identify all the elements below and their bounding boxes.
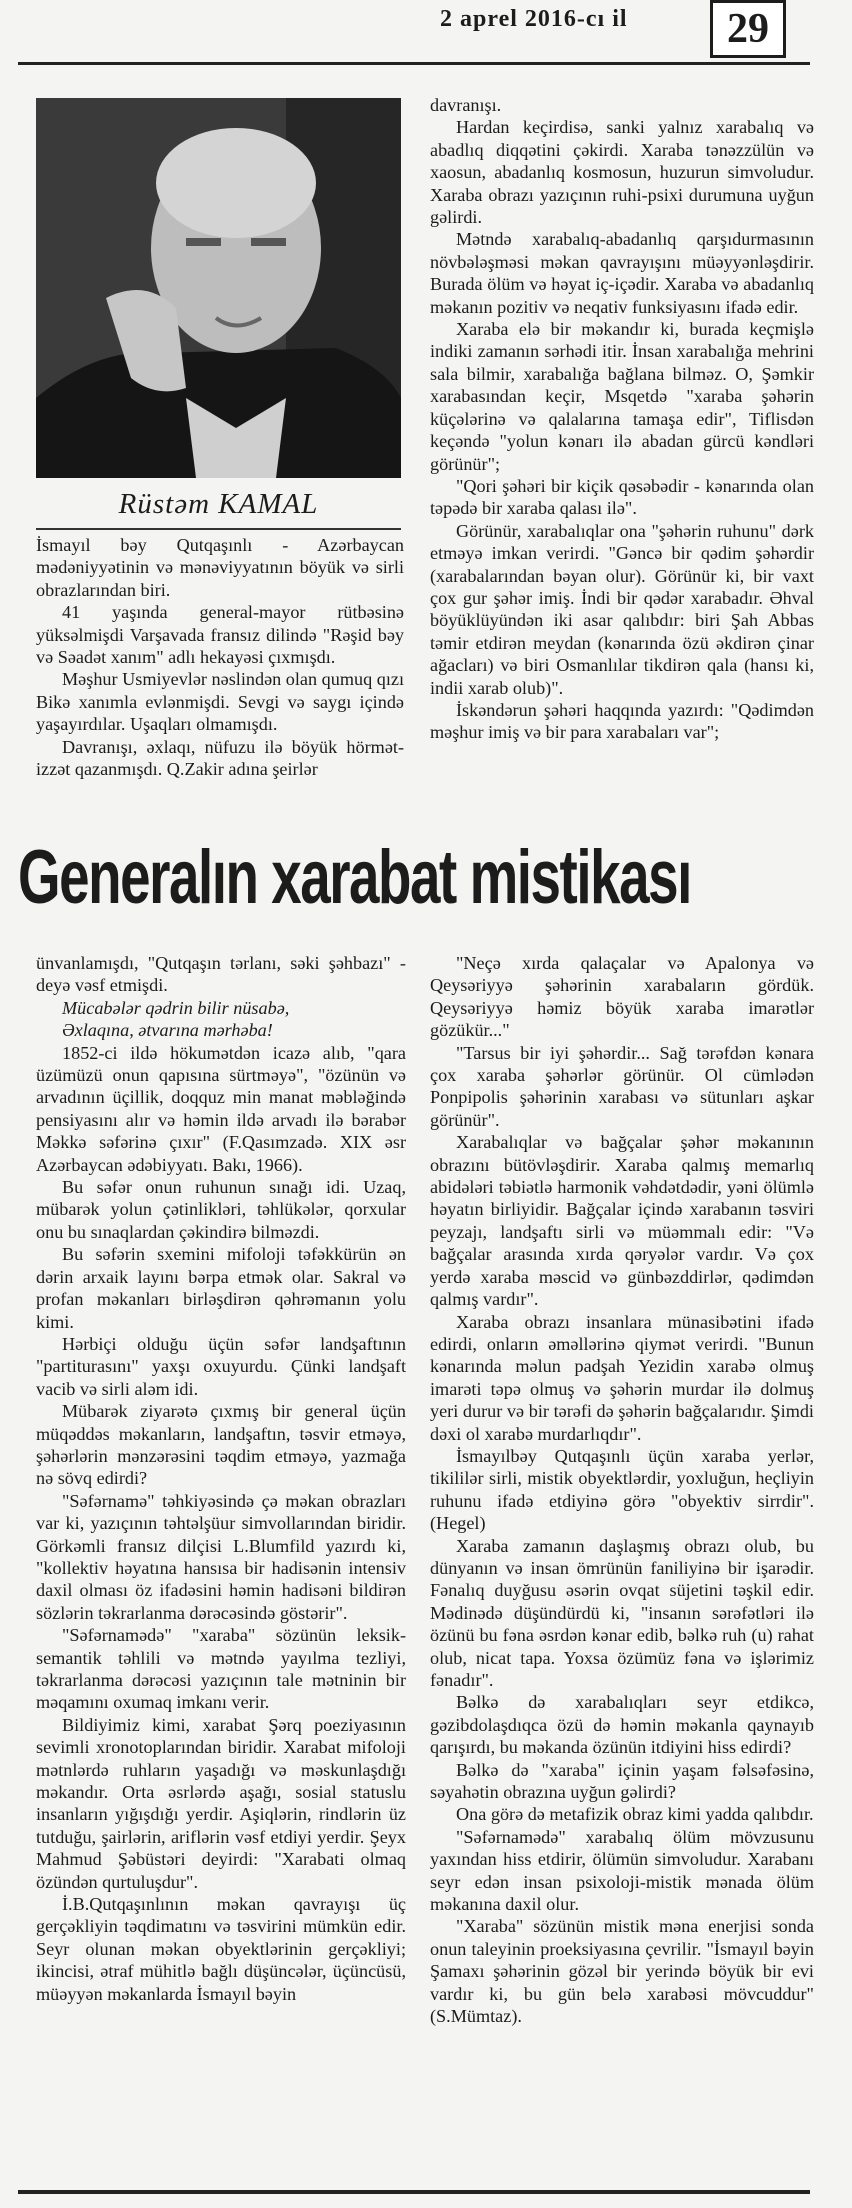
article-paragraph: İskəndərun şəhəri haqqında yazırdı: "Qədimdən məşhur imiş və bir para xarabaları var"; bbox=[430, 699, 814, 743]
article-paragraph: Ona görə də metafizik obraz kimi yadda qalıbdır. bbox=[456, 1804, 814, 1825]
article-paragraph: İsmayıl bəy Qutqaşınlı - Azərbaycan mədəniyyətinin və mənəviyyatının böyük və sirli obrazlarından biri. bbox=[36, 535, 404, 600]
article-paragraph: "Xaraba" sözünün mistik məna enerjisi sonda onun taleyinin proeksiyasına çevrilir. "İsmayıl bəyin Şamaxı şəhərinin gözəl bir yerində böyük bir evi vardır ki, bu gün belə xarabəsi mövcuddur" (S.Mümtaz). bbox=[430, 1916, 814, 2027]
article-paragraph: Məşhur Usmiyevlər nəslindən olan qumuq qızı Bikə xanımla evlənmişdi. Sevgi və saygı içində yaşayırdılar. Uşaqları olmamışdı. bbox=[36, 669, 404, 735]
verse-line: Mücabələr qədrin bilir nüsabə, bbox=[62, 997, 290, 1018]
column-2 bbox=[430, 94, 814, 744]
article-paragraph: Xaraba elə bir məkandır ki, burada keçmişlə indiki zamanın sərhədi itir. İnsan xarabalığa mehrini sala bilmir, xarabalığa bağlana bilməz. O, Şəmkir xarabasından keçir, Msqetdə "xaraba şəhərin küçələrinə və qalalarına tamaşa edir", Tiflisdən keçəndə "yolun kənarı ilə abadan gürcü kəndləri görünür"; bbox=[430, 319, 814, 474]
article-paragraph: Xarabalıqlar və bağçalar şəhər məkanının obrazını bütövləşdirir. Xaraba qalmış memarlıq abidələri təbiətlə harmonik vəhdətdədir, yəni ölümlə həyatın birliyidir. Bağçalar içində xarabanın təsviri peyzajı, landşaftı sirli və müəmmalı edir: "Və bağçalar arasında xırda qəryələr vardır. Və çox yerdə xaraba məscid və günbəzddirlər, qədimdən qalmış vardır". bbox=[430, 1132, 814, 1310]
article-paragraph: İsmayılbəy Qutqaşınlı üçün xaraba yerlər, tikililər sirli, mistik obyektlərdir, yoxluğun, heçliyin ruhunu ifadə etdiyinə görə "obyektiv sirrdir". (Hegel) bbox=[430, 1445, 814, 1534]
author-name: Rüstəm KAMAL bbox=[118, 488, 319, 520]
issue-date: 2 aprel 2016-cı il bbox=[440, 6, 628, 32]
article-paragraph: "Səfərnamədə" xarabalıq ölüm mövzusunu yaxından hiss etdirir, ölümün simvoludur. Xarabanı seyr edən insan psixoloji-mistik mənada ölüm məkanına daxil olur. bbox=[430, 1826, 814, 1915]
article-paragraph: Bəlkə də xarabalıqları seyr etdikcə, gəzibdolaşdıqca özü də həmin məkanla qaynayıb qarışırdı, bu məkanda özünün itdiyini hiss edirdi? bbox=[430, 1692, 814, 1758]
article-paragraph: "Səfərnamə" təhkiyəsində çə məkan obrazları var ki, yazıçının təhtəlşüur simvollarından biridir. Görkəmli fransız dilçisi L.Blumfild yazırdı ki, "kollektiv həyatına hansısa bir hadisənin intensiv daxil olması öz ifadəsini həmin hadisəni bildirən sözlərin təkrarlanma dərəcəsində göstərir". bbox=[36, 1490, 406, 1623]
article-paragraph: davranışı. bbox=[430, 95, 502, 115]
article-paragraph: Mətndə xarabalıq-abadanlıq qarşıdurmasının növbələşməsi məkan qavrayışını müəyyənləşdirir. Burada ölüm və həyat iç-içədir. Xaraba və abadanlıq məkanın pozitiv və neqativ funksiyasını ifadə edir. bbox=[430, 229, 814, 317]
column-4 bbox=[430, 952, 814, 2028]
author-divider bbox=[36, 528, 401, 530]
verse-quote bbox=[36, 997, 406, 1042]
article-paragraph: Bəlkə də "xaraba" içinin yaşam fəlsəfəsinə, səyahətin obrazına uyğun gəlirdi? bbox=[430, 1759, 814, 1803]
article-paragraph: 1852-ci ildə hökumətdən icazə alıb, "qara üzümüzü onun qapısına sürtməyə", "özünün və arvadının üçillik, doqquz min manat məbləğində pensiyasını alır və həmin ildə arvadı ilə bərabər Məkkə səfərinə çıxır" (F.Qasımzadə. XIX əsr Azərbaycan ədəbiyyatı. Bakı, 1966). bbox=[36, 1042, 406, 1175]
article-paragraph: "Neçə xırda qalaçalar və Apalonya və Qeysəriyyə şəhərinin xarabaların gördük. Qeysəriyyə həmiz böyük xaraba imarətlər gözükür..." bbox=[430, 953, 814, 1041]
article-paragraph: Bu səfərin sxemini mifoloji təfəkkürün ən dərin arxaik layını bərpa etmək olar. Sakral və profan məkanları birləşdirən qəhrəmanın yolu kimi. bbox=[36, 1244, 406, 1332]
article-paragraph: İ.B.Qutqaşınlının məkan qavrayışı üç gerçəkliyin təqdimatını və təsvirini mümkün edir. Seyr olunan məkan obyektlərinin gerçəkliyi; ikincisi, ətraf mühitlə bağlı düşüncələr, üçüncüsü, müəyyən məkanlarda İsmayıl bəyin bbox=[36, 1894, 406, 2004]
article-paragraph: ünvanlamışdı, "Qutqaşın tərlanı, səki şəhbazı" - deyə vəsf etmişdi. bbox=[36, 953, 406, 996]
article-headline: Generalın xarabat mistikası bbox=[18, 835, 691, 920]
article-paragraph: Xaraba obrazı insanlara münasibətini ifadə edirdi, onların əməllərinə qiymət verirdi. "Bunun kənarında məlun padşah Yezidin xarabə olmuş imarəti təpə olmuş və şəhərin murdar ilə dolmuş yeri durur və bir tərəfi də şəhərin bağçalarıdır. Şimdi dəxi ol xarabə murdarlıqdır". bbox=[430, 1311, 814, 1444]
article-paragraph: 41 yaşında general-mayor rütbəsinə yüksəlmişdi Varşavada fransız dilində "Rəşid bəy və Səadət xanım" adlı hekayəsi çıxmışdı. bbox=[36, 602, 404, 668]
header-divider bbox=[18, 62, 810, 65]
article-paragraph: Mübarək ziyarətə çıxmış bir general üçün müqəddəs məkanların, landşaftın, təsvir etməyə, şəhərlərin mənzərəsini təqdim etməyə, yazmağa nə sövq edirdi? bbox=[36, 1401, 406, 1489]
article-paragraph: "Səfərnamədə" "xaraba" sözünün leksik-semantik təhlili və mətndə yayılma tezliyi, təkrarlanma dərəcəsi yazıçının tale mətninin bir məqamını oxumaq imkanı verir. bbox=[36, 1625, 406, 1713]
article-paragraph: Bu səfər onun ruhunun sınağı idi. Uzaq, mübarək yolun çətinlikləri, təhlükələr, qorxular onu bu sınaqlardan çəkindirə bilməzdi. bbox=[36, 1177, 406, 1242]
article-paragraph: "Tarsus bir iyi şəhərdir... Sağ tərəfdən kənara çox xaraba şəhərlər görünür. Ol cümlədən Ponpipolis şəhərinin xarabası və sütunları aşkar görünür". bbox=[430, 1042, 814, 1130]
page-number: 29 bbox=[710, 0, 786, 58]
footer-divider bbox=[18, 2190, 810, 2194]
article-paragraph: Hardan keçirdisə, sanki yalnız xarabalıq və abadlıq diqqətini çəkirdi. Xaraba tənəzzülün və xaosun, abadanlıq kosmosun, huzurun simvoludur. Xaraba obrazı yazıçının ruhi-psixi durumuna uyğun gəlirdi. bbox=[430, 117, 814, 228]
column-1 bbox=[36, 534, 404, 780]
article-paragraph: Bildiyimiz kimi, xarabat Şərq poeziyasının sevimli xronotoplarından biridir. Xarabat mifoloji mətnlərdə ruhların yaşadığı və məskunlaşdığı məkandır. Orta əsrlərdə aşağı, sosial statuslu insanların yığışdığı yerdir. Aşiqlərin, rindlərin üz tutduğu, şairlərin, ariflərin vəsf etdiyi yerdir. Şeyx Mahmud Şəbüstəri deyirdi: "Xarabati olmaq özündən qurtuluşdur". bbox=[36, 1714, 406, 1892]
article-paragraph: Hərbiçi olduğu üçün səfər landşaftının "partiturasını" yaxşı oxuyurdu. Çünki landşaft vacib və sirli aləm idi. bbox=[36, 1333, 406, 1399]
page-header bbox=[0, 0, 852, 62]
column-3 bbox=[36, 952, 406, 2005]
author-photo bbox=[36, 98, 401, 478]
article-paragraph: Davranışı, əxlaqı, nüfuzu ilə böyük hörmət-izzət qazanmışdı. Q.Zakir adına şeirlər bbox=[36, 736, 404, 780]
article-paragraph: Xaraba zamanın daşlaşmış obrazı olub, bu dünyanın və insan ömrünün faniliyinə bir işarədir. Fənalıq duyğusu əsərin ovqat süjetini təşkil edir. Mədinədə düşündürdü ki, "insanın sərəfətləri ilə özünü bu fəna əsrdən kənar edib, bəlkə ruh (u) rahat olub, nicat tapa. Yoxsa özümüz fəna və işlərimiz fənadır". bbox=[430, 1535, 814, 1690]
verse-line: Əxlaqına, ətvarına mərhəba! bbox=[62, 1020, 273, 1041]
article-paragraph: Görünür, xarabalıqlar ona "şəhərin ruhunu" dərk etməyə imkan verirdi. "Gəncə bir qədim şəhərdir (xarabalarından bəyan olur). Görünür ki, bir vaxt çox gur şəhər imiş. İndi bir qədər xarabadır. Əhval böyüklüyündən iki asar qalıbdır: biri Şah Abbas təmir etdirən meydan (kənarında özü əkdirən çinar ağacları) və biri Osmanlılar tikdirən qala (hansı ki, indii xarab olub)". bbox=[430, 520, 814, 698]
article-paragraph: "Qori şəhəri bir kiçik qəsəbədir - kənarında olan təpədə bir xaraba qalası ilə". bbox=[430, 475, 814, 519]
